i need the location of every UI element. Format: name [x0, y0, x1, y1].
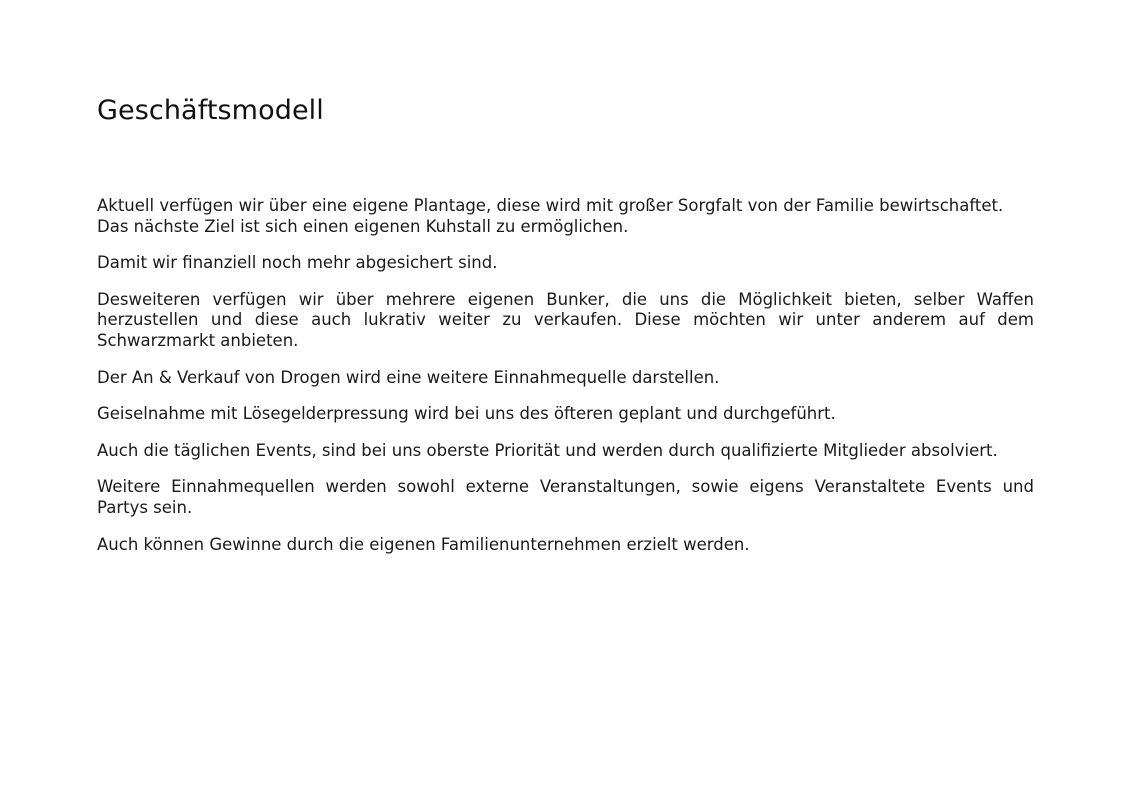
- paragraph-bunker: Desweiteren verfügen wir über mehrere eigenen Bunker, die uns die Möglichkeit bieten, selber Waffen herzustellen und diese auch lukrativ weiter zu verkaufen. Diese möchten wir unter anderem auf dem Schwarzmarkt anbieten.: [97, 289, 1034, 350]
- paragraph-plantation: [97, 196, 1034, 237]
- paragraph-hostage: Geiselnahme mit Lösegelderpressung wird bei uns des öfteren geplant und durchgeführt.: [97, 404, 836, 424]
- paragraph-events: Auch die täglichen Events, sind bei uns oberste Priorität und werden durch qualifizierte Mitglieder absolviert.: [97, 440, 998, 460]
- paragraph-financial-security: Damit wir finanziell noch mehr abgesichert sind.: [97, 253, 498, 273]
- paragraph-line: Das nächste Ziel ist sich einen eigenen Kuhstall zu ermöglichen.: [97, 216, 629, 236]
- paragraph-income-sources: Weitere Einnahmequellen werden sowohl externe Veranstaltungen, sowie eigens Veranstaltete Events und Partys sein.: [97, 477, 1034, 517]
- paragraph-drugs: Der An & Verkauf von Drogen wird eine weitere Einnahmequelle darstellen.: [97, 367, 720, 387]
- page-title: Geschäftsmodell: [97, 95, 324, 126]
- paragraph-family-business: Auch können Gewinne durch die eigenen Familienunternehmen erzielt werden.: [97, 534, 750, 554]
- document-body: [97, 196, 1034, 571]
- paragraph-line: Aktuell verfügen wir über eine eigene Plantage, diese wird mit großer Sorgfalt von der Familie bewirtschaftet.: [97, 196, 1004, 215]
